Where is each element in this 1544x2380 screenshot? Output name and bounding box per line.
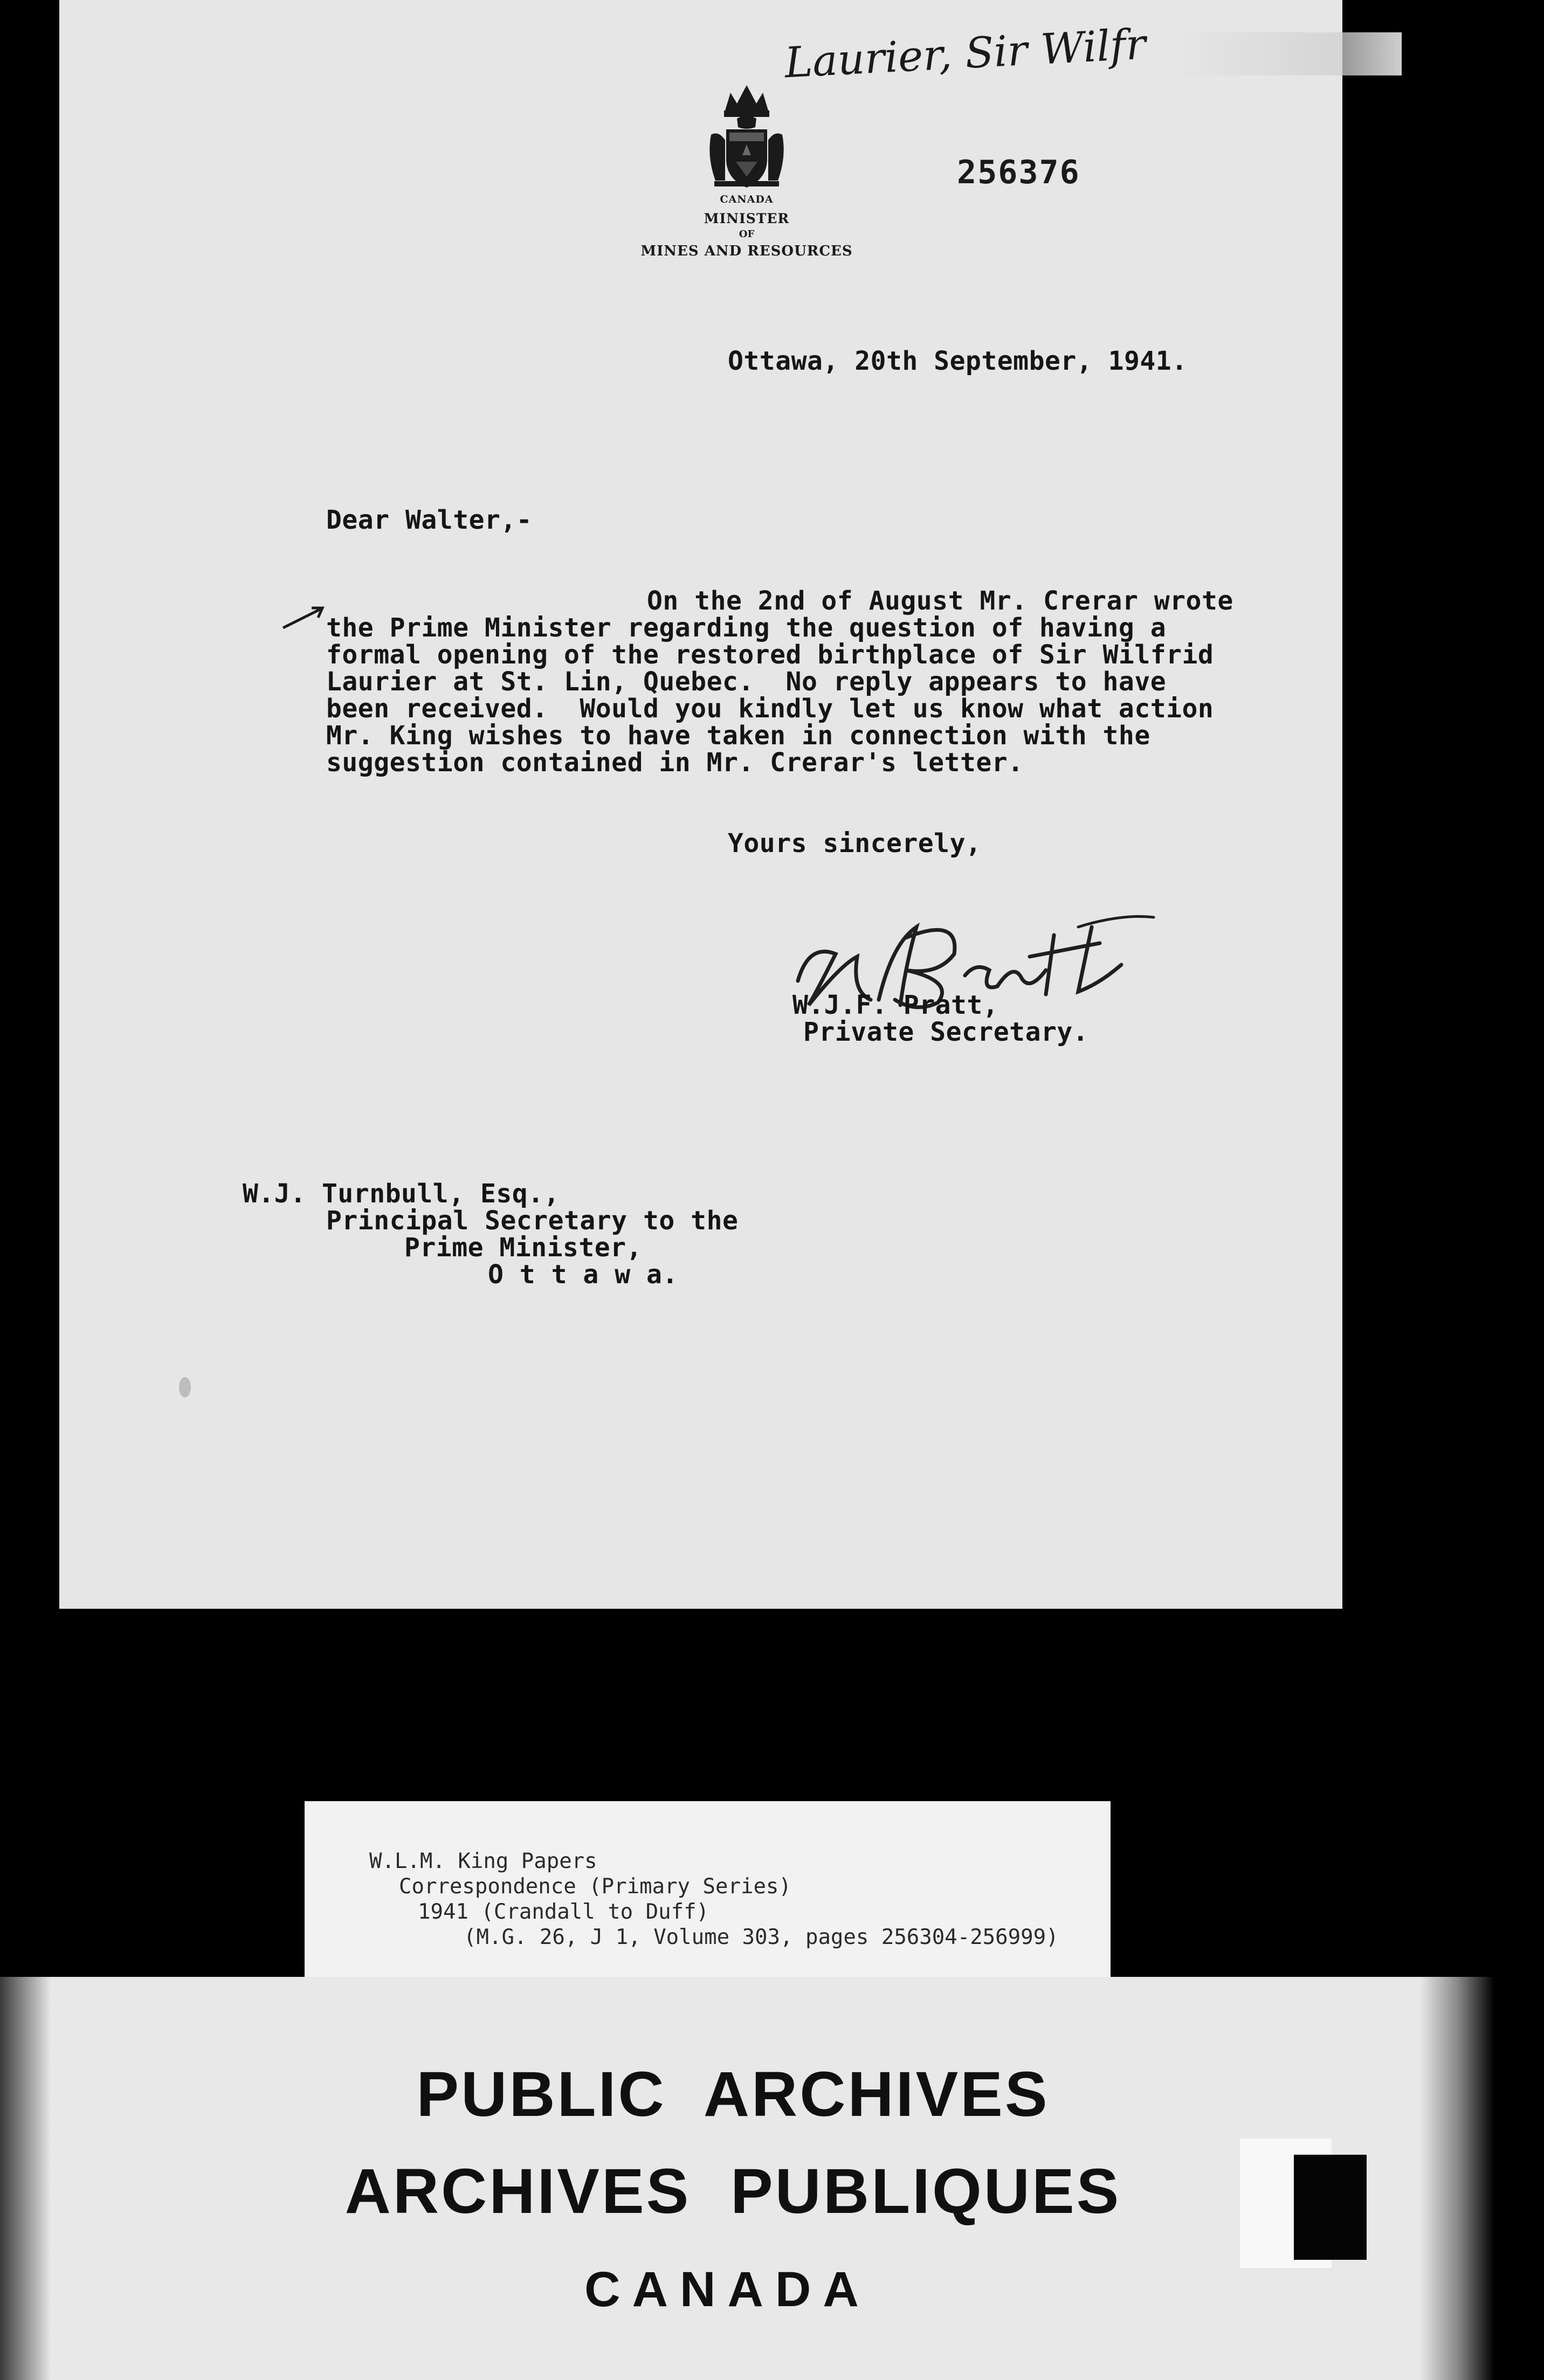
recipient-line: W.J. Turnbull, Esq., [243, 1179, 560, 1209]
signer-title: Private Secretary. [803, 1017, 1089, 1047]
letterhead-department: MINES AND RESOURCES [640, 243, 853, 259]
label-line: Correspondence (Primary Series) [399, 1874, 791, 1899]
signer-name: W.J.F. Pratt, [792, 990, 999, 1020]
archive-label [305, 1801, 1111, 1979]
letter-page [59, 0, 1342, 1609]
banner-title-french: ARCHIVES PUBLIQUES [344, 2156, 1121, 2227]
label-line: (M.G. 26, J 1, Volume 303, pages 256304-256999) [464, 1925, 1059, 1949]
recipient-line: Principal Secretary to the [326, 1206, 739, 1236]
body-line: Mr. King wishes to have taken in connection with the [326, 721, 1150, 751]
coat-of-arms-icon [704, 81, 790, 191]
letterhead-of: OF [739, 229, 755, 240]
body-line: formal opening of the restored birthplace of Sir Wilfrid [326, 640, 1214, 670]
letterhead-canada: CANADA [720, 193, 774, 205]
margin-note: Laurier, Sir Wilfr [783, 20, 1147, 88]
body-line: Laurier at St. Lin, Quebec. No reply appears to have [326, 667, 1167, 697]
banner-title-english: PUBLIC ARCHIVES [416, 2059, 1050, 2130]
body-line: On the 2nd of August Mr. Crerar wrote [647, 586, 1233, 616]
salutation: Dear Walter,- [326, 505, 533, 535]
letterhead [625, 81, 868, 259]
document-number: 256376 [957, 154, 1080, 191]
body-line: been received. Would you kindly let us know what action [326, 694, 1214, 724]
margin-arrow-icon [280, 604, 329, 631]
page-corner-shading [1175, 32, 1402, 75]
recipient-line: O t t a w a. [488, 1260, 678, 1290]
body-line: suggestion contained in Mr. Crerar's letter. [326, 748, 1024, 778]
label-line: W.L.M. King Papers [369, 1849, 597, 1873]
closing: Yours sincerely, [728, 828, 982, 859]
banner-country: CANADA [584, 2262, 871, 2317]
date-line: Ottawa, 20th September, 1941. [728, 346, 1188, 376]
paper-speck [179, 1377, 191, 1397]
archives-banner [0, 1977, 1544, 2380]
recipient-line: Prime Minister, [404, 1233, 642, 1263]
label-line: 1941 (Crandall to Duff) [418, 1900, 709, 1924]
letterhead-minister: MINISTER [704, 211, 790, 226]
body-line: the Prime Minister regarding the question of having a [326, 613, 1167, 643]
